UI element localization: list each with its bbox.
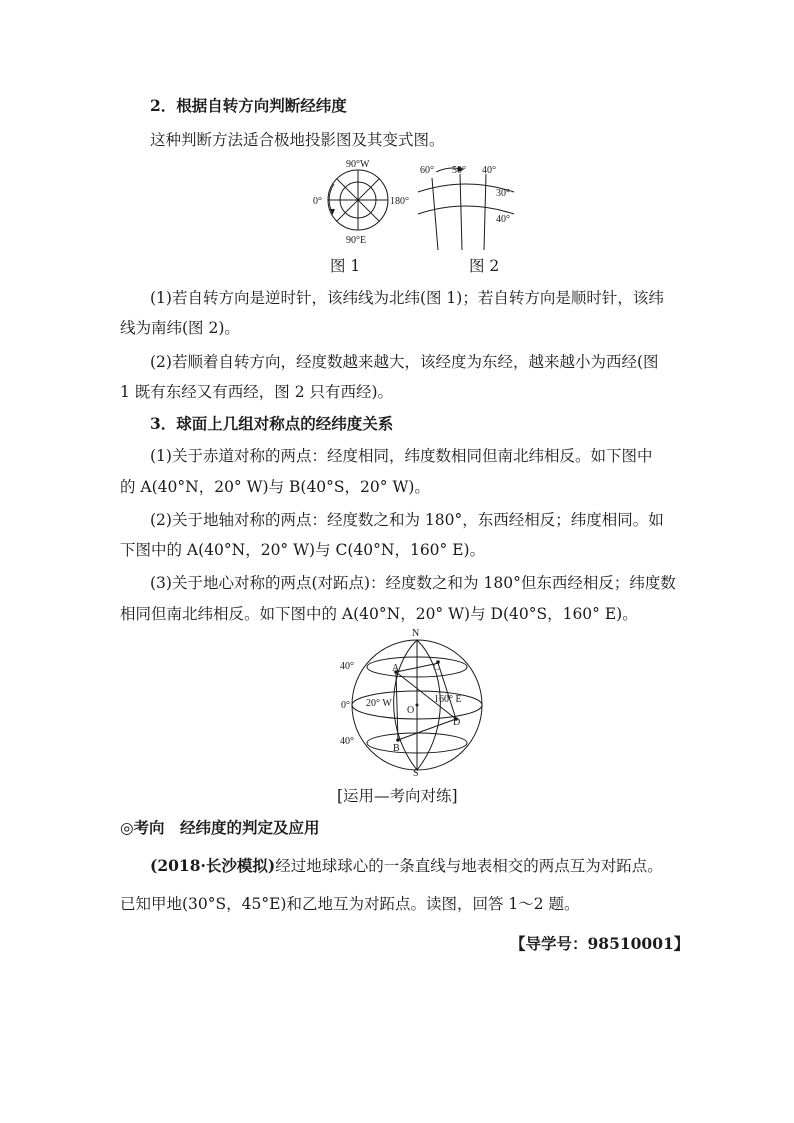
globe-point-b: B: [393, 743, 400, 754]
globe-label-20w: 20° W: [366, 698, 392, 709]
section3-para2-line1: (2)关于地轴对称的两点：经度数之和为 180°，东西经相反；纬度相同。如: [150, 511, 664, 529]
globe-point-a: A: [392, 663, 400, 674]
section3-heading: 3．球面上几组对称点的经纬度关系: [150, 414, 394, 433]
guide-number: 【导学号：98510001】: [510, 934, 690, 953]
practice-topic: ◎考向 经纬度的判定及应用: [120, 818, 320, 837]
globe-point-c: C: [433, 662, 440, 673]
section2-para1-line1: (1)若自转方向是逆时针，该纬线为北纬(图 1)；若自转方向是顺时针，该纬: [150, 289, 664, 307]
figure-1-caption: 图 1: [330, 257, 361, 275]
fig2-label-50: 50°: [452, 165, 466, 176]
fig1-label-bottom: 90°E: [346, 235, 367, 246]
fig1-label-left: 0°: [313, 196, 322, 207]
section2-intro: 这种判断方法适合极地投影图及其变式图。: [150, 131, 445, 149]
section3-para2-line2: 下图中的 A(40°N，20° W)与 C(40°N，160° E)。: [120, 541, 486, 559]
globe-figure: [338, 626, 492, 776]
globe-label-equator: 0°: [341, 700, 350, 711]
section3-para1-line2: 的 A(40°N，20° W)与 B(40°S，20° W)。: [120, 478, 430, 496]
figure-1-polar-projection: [308, 154, 420, 252]
fig2-label-60: 60°: [420, 165, 434, 176]
globe-center-o: O: [407, 705, 415, 716]
section2-para2-line2: 1 既有东经又有西经，图 2 只有西经)。: [120, 383, 394, 401]
fig2-label-30: 30°: [496, 188, 510, 199]
globe-label-40n: 40°: [340, 661, 354, 672]
globe-label-north: N: [412, 628, 420, 639]
question-source: (2018·长沙模拟): [150, 856, 276, 875]
section3-para1-line1: (1)关于赤道对称的两点：经度相同，纬度数相同但南北纬相反。如下图中: [150, 447, 653, 465]
section3-para3-line2: 相同但南北纬相反。如下图中的 A(40°N，20° W)与 D(40°S，160° E)。: [120, 605, 638, 623]
fig1-label-top: 90°W: [346, 159, 370, 170]
question-line2: 已知甲地(30°S，45°E)和乙地互为对跖点。读图，回答 1～2 题。: [120, 895, 580, 913]
section3-para3-line1: (3)关于地心对称的两点(对跖点)：经度数之和为 180°但东西经相反；纬度数: [150, 574, 676, 592]
globe-label-40s: 40°: [340, 736, 354, 747]
section2-heading: 2．根据自转方向判断经纬度: [150, 96, 347, 115]
section2-para1-line2: 线为南纬(图 2)。: [120, 319, 240, 337]
fig1-label-right: 180°: [390, 196, 409, 207]
question-line1: 经过地球球心的一条直线与地表相交的两点互为对跖点。: [275, 857, 663, 875]
fig2-label-40-right: 40°: [496, 214, 510, 225]
fig2-label-40-top: 40°: [482, 165, 496, 176]
globe-label-160e: 160° E: [434, 694, 462, 705]
figure-2-arc-graticule: [414, 156, 524, 252]
globe-point-d: D: [453, 717, 461, 728]
globe-label-south: S: [413, 768, 419, 776]
figure-2-caption: 图 2: [469, 257, 500, 275]
practice-title: [运用—考向对练]: [337, 787, 458, 805]
section2-para2-line1: (2)若顺着自转方向，经度数越来越大，该经度为东经，越来越小为西经(图: [150, 353, 659, 371]
